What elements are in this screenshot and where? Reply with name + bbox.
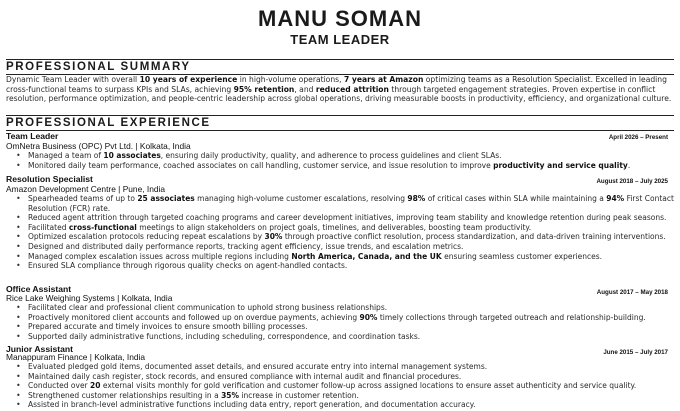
bullet-item: • Facilitated clear and professional client communication to uphold strong business relationships.	[16, 303, 674, 313]
job-bullets	[16, 362, 674, 410]
job-company: Amazon Development Centre | Pune, India	[6, 184, 166, 194]
bullet-item: • Proactively monitored client accounts and followed up on overdue payments, achieving 90% timely collections through targeted outreach and relationship-building.	[16, 313, 674, 323]
summary-top-rule	[6, 59, 674, 60]
bullet-item: • Spearheaded teams of up to 25 associates managing high-volume customer escalations, resolving 98% of critical cases within SLA while maintaining a 94% First Contact Resolution (FCR) rate.	[16, 194, 674, 213]
job-dates: August 2018 – July 2025	[596, 178, 668, 185]
bullet-item: • Managed complex escalation issues across multiple regions including North America, Canada, and the UK ensuring seamless customer experiences.	[16, 252, 674, 262]
bullet-item: • Managed a team of 10 associates, ensuring daily productivity, quality, and adherence to process guidelines and client SLAs.	[16, 151, 674, 161]
bullet-item: • Evaluated pledged gold items, documented asset details, and ensured accurate entry into internal management systems.	[16, 362, 674, 372]
candidate-name: MANU SOMAN	[258, 6, 422, 31]
summary-paragraph: Dynamic Team Leader with overall 10 years of experience in high-volume operations, 7 years at Amazon optimizing teams as a Resolution Specialist. Excelled in leading cross-functional teams to surpass KPIs and SLAs, achieving 95% retention, and reduced attrition through targeted engagement strategies. Proven expertise in conflict resolution, performance optimization, and people-centric leadership across global operations, driving measurable boosts in productivity, efficiency, and organizational culture.	[6, 75, 672, 104]
experience-heading: PROFESSIONAL EXPERIENCE	[6, 117, 211, 129]
bullet-item: • Supported daily administrative functions, including scheduling, correspondence, and coordination tasks.	[16, 332, 674, 342]
bullet-item: • Ensured SLA compliance through rigorous quality checks on agent-handled contacts.	[16, 261, 674, 271]
job-dates: June 2015 – July 2017	[603, 349, 668, 356]
bullet-item: • Monitored daily team performance, coached associates on call handling, customer service, and issue resolution to improve productivity and service quality.	[16, 161, 674, 171]
bullet-item: • Strengthened customer relationships resulting in a 35% increase in customer retention.	[16, 391, 674, 401]
experience-top-rule	[6, 115, 674, 116]
summary-heading: PROFESSIONAL SUMMARY	[6, 61, 191, 73]
job-title: Team Leader	[6, 131, 59, 141]
job-bullets	[16, 151, 674, 170]
job-company: Manappuram Finance | Kolkata, India	[6, 352, 146, 362]
bullet-item: • Conducted over 20 external visits monthly for gold verification and customer follow-up across assigned locations to ensure asset authenticity and service quality.	[16, 381, 674, 391]
job-dates: August 2017 – May 2018	[596, 289, 668, 296]
job-company: OmNetra Business (OPC) Pvt Ltd. | Kolkata, India	[6, 141, 191, 151]
bullet-item: • Facilitated cross-functional meetings to align stakeholders on project goals, timelines, and deliverables, boosting team productivity.	[16, 223, 674, 233]
job-title: Junior Assistant	[6, 344, 74, 354]
job-bullets	[16, 303, 674, 341]
candidate-title: TEAM LEADER	[290, 32, 390, 47]
job-bullets	[16, 194, 674, 271]
experience-bottom-rule	[6, 130, 674, 131]
bullet-item: • Designed and distributed daily performance reports, tracking agent efficiency, issue trends, and escalation metrics.	[16, 242, 674, 252]
bullet-item: • Maintained daily cash register, stock records, and ensured compliance with internal audit and financial procedures.	[16, 372, 674, 382]
bullet-item: • Optimized escalation protocols reducing repeat escalations by 30% through proactive conflict resolution, process standardization, and data-driven training interventions.	[16, 232, 674, 242]
bullet-item: • Assisted in branch-level administrative functions including data entry, report generation, and documentation accuracy.	[16, 400, 674, 410]
job-company: Rice Lake Weighing Systems | Kolkata, India	[6, 293, 173, 303]
job-dates: April 2026 – Present	[608, 134, 668, 141]
job-title: Office Assistant	[6, 284, 72, 294]
bullet-item: • Reduced agent attrition through targeted coaching programs and career development initiatives, improving team stability and knowledge retention during peak seasons.	[16, 213, 674, 223]
bullet-item: • Prepared accurate and timely invoices to ensure smooth billing processes.	[16, 322, 674, 332]
job-title: Resolution Specialist	[6, 174, 93, 184]
